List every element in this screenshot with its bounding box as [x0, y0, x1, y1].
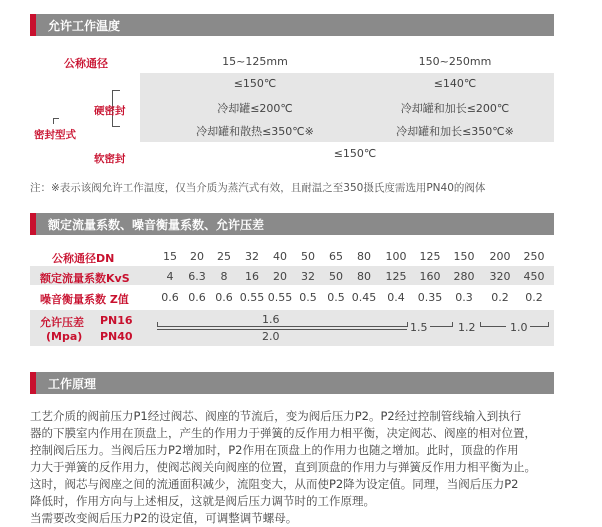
kvs-cell: 125 — [385, 270, 407, 283]
kvs-cell: 160 — [419, 270, 441, 283]
header-accent — [30, 213, 36, 235]
principle-line: 降低时，作用方向与上述相反，这就是阀后压力调节时的工作原理。 — [30, 494, 375, 508]
hard-seal-label: 硬密封 — [94, 105, 126, 117]
pn16-value-1: 1.6 — [262, 313, 280, 326]
z-cell: 0.55 — [267, 291, 293, 304]
pn16-line-c — [480, 326, 506, 327]
pn16-value-4: 1.0 — [510, 321, 528, 334]
header-accent — [30, 14, 36, 36]
seal-bracket-left — [53, 118, 54, 124]
z-cell: 0.3 — [455, 291, 473, 304]
temperature-note: 注：※表示该阀允许工作温度，仅当介质为蒸汽式有效，且耐温之至350摄氏度需选用PN40的阀体 — [30, 182, 486, 194]
hard-row3-large: 冷却罐和加长≤350℃※ — [396, 125, 514, 138]
col-large-header: 150~250mm — [418, 55, 492, 68]
z-cell: 0.5 — [327, 291, 345, 304]
bracket-top — [112, 90, 120, 91]
z-cell: 0.45 — [351, 291, 377, 304]
z-cell: 0.6 — [188, 291, 206, 304]
soft-seal-value: ≤150℃ — [333, 147, 377, 160]
dn-cell: 50 — [301, 250, 315, 263]
kvs-cell: 16 — [245, 270, 259, 283]
principle-line: 这时，阀芯与阀座之间的流通面积减少，流阻变大，从而使P2降为设定值。同理，当阀后压力P2 — [30, 477, 519, 491]
dn-cell: 80 — [357, 250, 371, 263]
kvs-cell: 450 — [523, 270, 545, 283]
dn-cell: 65 — [329, 250, 343, 263]
nominal-diameter-label: 公称通径 — [64, 57, 108, 70]
pn16-tick — [452, 322, 453, 327]
hard-row2-small: 冷却罐≤200℃ — [217, 102, 293, 115]
principle-paragraph — [30, 408, 560, 527]
z-cell: 0.4 — [387, 291, 405, 304]
dn-label: 公称通径DN — [52, 252, 115, 265]
pn16-line-d — [530, 326, 548, 327]
dn-cell: 125 — [419, 250, 441, 263]
section-title: 工作原理 — [48, 377, 97, 391]
section-header-temperature — [30, 14, 554, 36]
pn16-value-3: 1.2 — [458, 321, 476, 334]
bracket-bottom — [112, 126, 120, 127]
dn-cell: 100 — [385, 250, 407, 263]
header-accent — [30, 372, 36, 394]
dn-cell: 40 — [273, 250, 287, 263]
section-title: 额定流量系数、噪音衡量系数、允许压差 — [48, 218, 265, 232]
pn16-tick — [407, 322, 408, 327]
pn16-value-2: 1.5 — [410, 321, 428, 334]
pn40-line — [157, 329, 407, 330]
principle-line: 力大于弹簧的反作用力，使阀芯阀关向阀座的位置，直到顶盘的作用力与弹簧反作用力相平衡为止。 — [30, 460, 536, 474]
dn-cell: 25 — [217, 250, 231, 263]
dn-cell: 200 — [489, 250, 511, 263]
dn-cell: 15 — [163, 250, 177, 263]
kvs-label: 额定流量系数KvS — [40, 272, 130, 285]
pn16-label: PN16 — [100, 314, 133, 327]
col-small-header: 15~125mm — [222, 55, 288, 68]
seal-type-label: 密封型式 — [34, 129, 76, 141]
dn-cell: 32 — [245, 250, 259, 263]
section-title: 允许工作温度 — [48, 19, 121, 33]
z-cell: 0.2 — [491, 291, 509, 304]
z-label: 噪音衡量系数 Z值 — [40, 293, 129, 306]
z-cell: 0.35 — [417, 291, 443, 304]
dn-cell: 20 — [190, 250, 204, 263]
hard-row3-small: 冷却罐和散热≤350℃※ — [196, 125, 314, 138]
principle-line: 工艺介质的阀前压力P1经过阀芯、阀座的节流后，变为阀后压力P2。P2经过控制管线输入到执行 — [30, 409, 522, 423]
kvs-cell: 280 — [453, 270, 475, 283]
dp-label: 允许压差 — [40, 316, 84, 329]
dp-unit: (Mpa) — [46, 330, 83, 343]
section-header-principle — [30, 372, 554, 394]
pn16-line-b — [430, 326, 452, 327]
kvs-cell: 80 — [357, 270, 371, 283]
kvs-cell: 6.3 — [188, 270, 206, 283]
principle-line: 控制阀后压力。当阀后压力P2增加时，P2作用在顶盘上的作用力也随之增加。此时，顶盘的作用 — [30, 443, 519, 457]
kvs-cell: 32 — [301, 270, 315, 283]
hard-row2-large: 冷却罐和加长≤200℃ — [400, 102, 510, 115]
dn-cell: 150 — [453, 250, 475, 263]
pn40-label: PN40 — [100, 330, 133, 343]
kvs-cell: 20 — [273, 270, 287, 283]
pn16-line-a — [157, 326, 407, 327]
dn-cell: 250 — [523, 250, 545, 263]
kvs-cell: 4 — [166, 270, 174, 283]
kvs-cell: 50 — [329, 270, 343, 283]
z-cell: 0.2 — [525, 291, 543, 304]
z-cell: 0.6 — [215, 291, 233, 304]
z-cell: 0.6 — [161, 291, 179, 304]
hard-row1-small: ≤150℃ — [233, 77, 277, 90]
pn40-value-1: 2.0 — [262, 330, 280, 343]
section-header-flow — [30, 213, 554, 235]
principle-line: 器的下膜室内作用在顶盘上，产生的作用力于弹簧的反作用力相平衡，决定阀芯、阀座的相对位置， — [30, 426, 536, 440]
soft-seal-label: 软密封 — [94, 153, 126, 165]
kvs-cell: 320 — [489, 270, 511, 283]
pn16-tick — [548, 322, 549, 327]
hard-row1-large: ≤140℃ — [433, 77, 477, 90]
z-cell: 0.5 — [299, 291, 317, 304]
z-cell: 0.55 — [239, 291, 265, 304]
principle-line: 当需要改变阀后压力P2的设定值，可调整调节螺母。 — [30, 511, 298, 525]
kvs-cell: 8 — [220, 270, 228, 283]
